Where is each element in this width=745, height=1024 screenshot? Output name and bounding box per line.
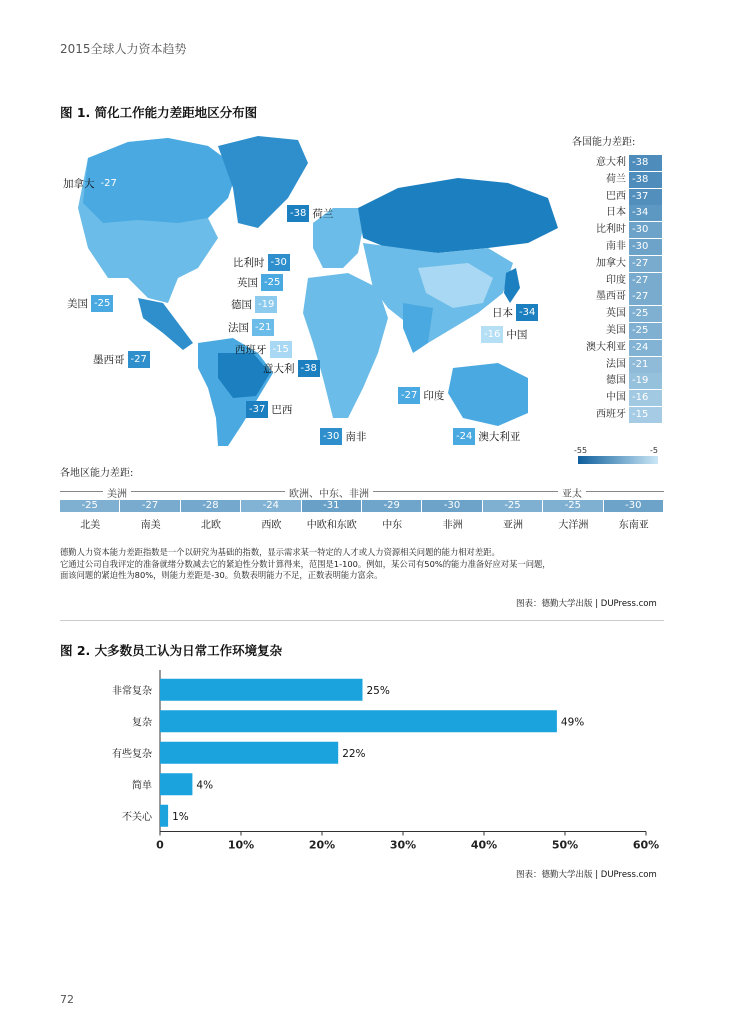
color-scale-max: -5 xyxy=(650,446,658,455)
map-label-germany xyxy=(228,296,277,313)
map-label-france-value: -21 xyxy=(252,319,274,336)
color-scale-bar xyxy=(578,456,658,464)
category-label: 简单 xyxy=(132,780,152,792)
map-label-mexico xyxy=(90,351,150,368)
map-label-south-africa-value: -30 xyxy=(320,428,342,445)
world-map xyxy=(58,128,578,450)
map-label-mexico-value: -27 xyxy=(128,351,150,368)
country-legend-name: 意大利 xyxy=(596,157,627,168)
country-legend-value: -21 xyxy=(629,357,662,373)
region-name: 北欧 xyxy=(200,520,221,531)
region-name: 大洋洲 xyxy=(558,520,589,531)
country-legend-name: 法国 xyxy=(606,358,627,370)
country-legend-value: -25 xyxy=(629,306,662,322)
map-label-italy xyxy=(260,360,320,377)
country-legend-title: 各国能力差距: xyxy=(572,137,636,148)
country-legend-name: 德国 xyxy=(606,375,627,387)
map-label-south-africa-name: 南非 xyxy=(345,431,367,443)
bar-mark xyxy=(160,773,192,795)
color-scale-min: -55 xyxy=(574,446,588,455)
country-legend-value: -30 xyxy=(629,239,662,255)
country-legend-value: -34 xyxy=(629,205,662,221)
map-label-australia-name: 澳大利亚 xyxy=(478,431,521,443)
x-tick-label: 20% xyxy=(308,838,336,852)
data-label: 4% xyxy=(196,779,214,792)
figure1-note xyxy=(60,547,660,582)
map-label-netherlands xyxy=(287,205,336,222)
x-tick-label: 60% xyxy=(632,838,660,852)
country-legend-row xyxy=(568,222,662,238)
country-legend-name: 中国 xyxy=(606,392,627,404)
figure2-title: 图 2. 大多数员工认为日常工作环境复杂 xyxy=(60,643,283,658)
region-name: 中东 xyxy=(382,520,403,531)
section-divider xyxy=(60,620,664,621)
world-map-shapes xyxy=(58,128,578,450)
region-group-emea: 欧洲、中东、非洲 xyxy=(285,485,373,500)
country-legend-name: 澳大利亚 xyxy=(586,341,627,353)
country-legend-row xyxy=(568,373,662,389)
map-label-brazil-name: 巴西 xyxy=(271,404,293,416)
country-legend-value: -25 xyxy=(629,323,662,339)
map-label-brazil-value: -37 xyxy=(246,401,268,418)
running-header: 2015全球人力资本趋势 xyxy=(60,42,187,56)
region-name: 亚洲 xyxy=(502,520,523,531)
map-label-india-name: 印度 xyxy=(423,390,445,402)
australia-shape xyxy=(448,363,528,426)
category-label: 非常复杂 xyxy=(112,685,152,697)
region-group-apac: 亚太 xyxy=(558,485,586,500)
map-label-australia-value: -24 xyxy=(453,428,475,445)
data-label: 49% xyxy=(560,716,585,729)
category-label: 复杂 xyxy=(132,717,152,729)
figure2-source: 图表：德勤大学出版 | DUPress.com xyxy=(516,870,657,880)
x-tick-label: 0 xyxy=(156,838,164,852)
bar-mark xyxy=(160,805,168,827)
country-legend-name: 荷兰 xyxy=(606,173,627,185)
country-legend-row xyxy=(568,289,662,305)
country-legend-row xyxy=(568,340,662,356)
map-label-india-value: -27 xyxy=(398,387,420,404)
map-label-brazil xyxy=(246,401,295,418)
region-value-bar: -25 xyxy=(483,500,542,512)
map-label-belgium-name: 比利时 xyxy=(233,257,265,269)
region-name: 南美 xyxy=(140,520,161,531)
data-label: 25% xyxy=(366,684,390,697)
bar-mark xyxy=(160,679,363,701)
map-label-japan-value: -34 xyxy=(516,304,538,321)
map-label-china-value: -16 xyxy=(481,326,503,343)
region-value-bar: -25 xyxy=(543,500,602,512)
map-label-belgium-value: -30 xyxy=(268,254,290,271)
country-legend-value: -27 xyxy=(629,256,662,272)
region-group-americas: 美洲 xyxy=(103,485,131,500)
country-legend-name: 巴西 xyxy=(606,190,627,202)
japan-shape xyxy=(504,268,520,303)
country-legend-row xyxy=(568,306,662,322)
map-label-spain-name: 西班牙 xyxy=(235,344,267,356)
region-name: 西欧 xyxy=(261,520,282,531)
region-value-bar: -30 xyxy=(604,500,663,512)
x-tick-label: 40% xyxy=(470,838,498,852)
country-legend-value: -38 xyxy=(629,172,662,188)
map-label-usa-name: 美国 xyxy=(67,298,88,310)
map-label-uk-value: -25 xyxy=(261,274,283,291)
map-label-netherlands-name: 荷兰 xyxy=(312,208,334,220)
africa-shape xyxy=(303,273,388,418)
india-shape xyxy=(403,303,433,353)
x-tick-label: 30% xyxy=(389,838,417,852)
country-legend-row xyxy=(568,239,662,255)
country-legend-name: 墨西哥 xyxy=(596,291,627,303)
region-value-bar: -31 xyxy=(302,500,361,512)
category-label: 有些复杂 xyxy=(112,748,152,760)
map-label-usa-value: -25 xyxy=(91,295,113,312)
map-label-france xyxy=(225,319,274,336)
country-legend-value: -37 xyxy=(629,189,662,205)
country-legend-value: -27 xyxy=(629,273,662,289)
country-legend-row xyxy=(568,172,662,188)
country-legend-row xyxy=(568,273,662,289)
bar-mark xyxy=(160,710,557,732)
region-title: 各地区能力差距: xyxy=(60,468,134,479)
data-label: 1% xyxy=(172,810,189,823)
region-value-bar: -27 xyxy=(120,500,179,512)
map-label-spain-value: -15 xyxy=(270,341,292,358)
region-name: 非洲 xyxy=(442,520,463,531)
map-label-india xyxy=(398,387,447,404)
country-legend-name: 南非 xyxy=(606,241,627,252)
country-legend-name: 加拿大 xyxy=(596,257,627,269)
country-legend-value: -15 xyxy=(629,407,662,423)
country-legend-name: 印度 xyxy=(606,274,627,286)
country-legend-row xyxy=(568,390,662,406)
map-label-japan xyxy=(489,304,538,321)
country-legend-value: -16 xyxy=(629,390,662,406)
region-value-bar: -30 xyxy=(422,500,481,512)
note-line: 德勤人力资本能力差距指数是一个以研究为基础的指数，显示需求某一特定的人才或人力资源相关问题的能力相对差距。 xyxy=(60,547,500,557)
x-tick-label: 50% xyxy=(551,838,579,852)
map-label-italy-value: -38 xyxy=(298,360,320,377)
category-label: 不关心 xyxy=(122,811,152,823)
country-legend-row xyxy=(568,323,662,339)
country-legend-row xyxy=(568,155,662,171)
map-label-uk-name: 英国 xyxy=(237,277,258,289)
country-legend-row xyxy=(568,357,662,373)
map-label-south-africa xyxy=(320,428,369,445)
country-legend-row xyxy=(568,407,662,423)
x-tick-label: 10% xyxy=(227,838,255,852)
region-value-bar: -28 xyxy=(181,500,240,512)
country-legend-value: -19 xyxy=(629,373,662,389)
page-number: 72 xyxy=(60,993,74,1006)
bar-chart xyxy=(60,662,670,862)
country-legend-row xyxy=(568,256,662,272)
country-legend-value: -38 xyxy=(629,155,662,171)
country-legend-value: -30 xyxy=(629,222,662,238)
map-label-china xyxy=(481,326,530,343)
map-label-usa xyxy=(64,295,113,312)
map-label-canada-name: 加拿大 xyxy=(63,178,95,190)
map-label-germany-name: 德国 xyxy=(231,299,252,311)
note-line: 它通过公司自我评定的准备就绪分数减去它的紧迫性分数计算得来，范围是1-100。例如，某公司有50%的能力准备好应对某一问题， xyxy=(60,558,551,569)
map-label-china-name: 中国 xyxy=(506,329,528,341)
country-legend-name: 日本 xyxy=(606,207,627,219)
map-label-mexico-name: 墨西哥 xyxy=(93,354,125,366)
map-label-canada-value: -27 xyxy=(98,175,120,192)
bar-mark xyxy=(160,742,338,764)
map-label-netherlands-value: -38 xyxy=(287,205,309,222)
region-name: 北美 xyxy=(80,520,101,531)
map-label-australia xyxy=(453,428,523,445)
map-label-spain xyxy=(232,341,292,358)
region-name: 中欧和东欧 xyxy=(306,520,357,531)
figure1-title: 图 1. 简化工作能力差距地区分布图 xyxy=(60,105,258,120)
region-value-bar: -24 xyxy=(241,500,300,512)
data-label: 22% xyxy=(342,747,366,760)
country-legend-name: 比利时 xyxy=(596,224,627,236)
note-line: 面该问题的紧迫性为80%，则能力差距是-30。负数表明能力不足，正数表明能力富余。 xyxy=(60,570,383,580)
region-name: 东南亚 xyxy=(618,520,649,531)
country-legend-name: 英国 xyxy=(606,308,627,320)
country-legend-name: 西班牙 xyxy=(596,409,627,420)
map-label-italy-name: 意大利 xyxy=(263,363,295,375)
map-label-belgium xyxy=(230,254,290,271)
map-label-france-name: 法国 xyxy=(228,322,249,334)
country-legend-value: -24 xyxy=(629,340,662,356)
map-label-germany-value: -19 xyxy=(255,296,277,313)
map-label-uk xyxy=(234,274,283,291)
mexico-shape xyxy=(138,298,193,350)
country-legend-value: -27 xyxy=(629,289,662,305)
map-label-japan-name: 日本 xyxy=(492,307,513,319)
bar-chart-svg xyxy=(60,662,670,862)
figure1-source: 图表：德勤大学出版 | DUPress.com xyxy=(516,599,657,609)
map-label-canada xyxy=(60,175,120,192)
region-value-bar: -29 xyxy=(362,500,421,512)
region-value-bar: -25 xyxy=(60,500,119,512)
country-legend-row xyxy=(568,189,662,205)
country-legend-name: 美国 xyxy=(606,325,627,336)
russia-shape xyxy=(358,178,558,253)
country-legend-row xyxy=(568,205,662,221)
